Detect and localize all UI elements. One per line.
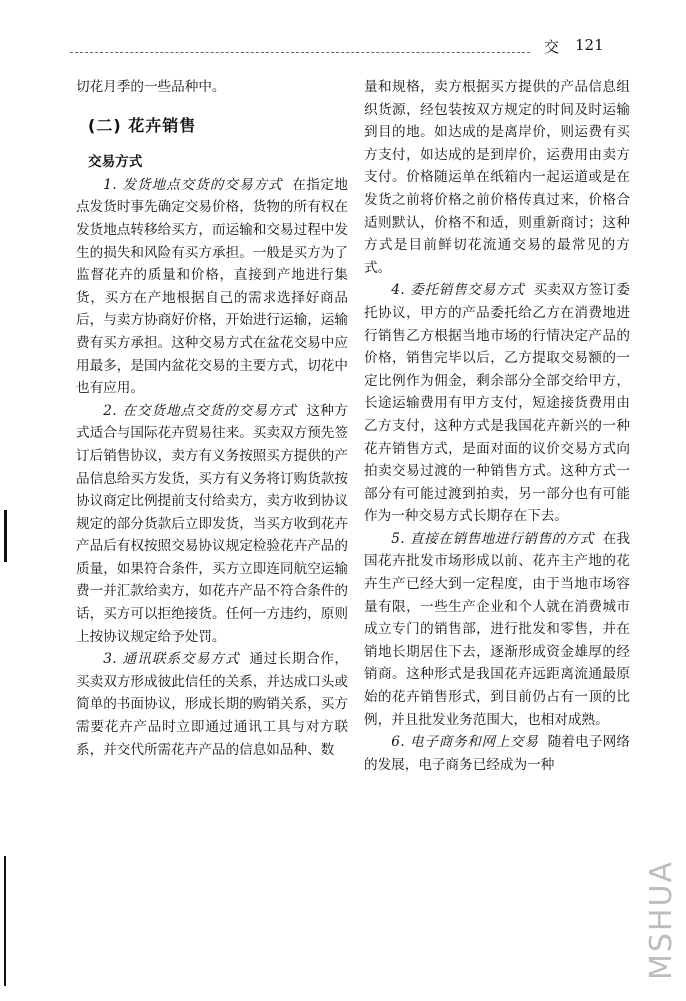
- running-header: [0, 26, 686, 58]
- paragraph: [76, 174, 348, 400]
- paragraph: [76, 648, 348, 761]
- paragraph: [76, 400, 348, 649]
- scan-artifact: [4, 510, 7, 562]
- watermark: MSHUA: [644, 860, 679, 980]
- item-text: 通过长期合作，买卖双方形成彼此信任的关系，并达成口头或简单的书面协议，形成长期的购销关系，买方需要花卉产品时立即通过通讯工具与对方联系，并交代所需花卉产品的信息如品种、数: [76, 651, 348, 758]
- paragraph: [364, 279, 630, 528]
- paragraph: [364, 528, 630, 731]
- item-title: 5. 直接在销售地进行销售的方式: [391, 530, 594, 547]
- item-text: 在我国花卉批发市场形成以前、花卉主产地的花卉生产已经大到一定程度，由于当地市场容量有限，一些生产企业和个人就在消费城市成立专门的销售部，进行批发和零售，并在销地长期居住下去，逐渐形成资金雄厚的经销商。这种形式是我国花卉远距离流通最原始的花卉销售形式，到目前仍占有一顶的比例，并且批发业务范围大，也相对成熟。: [364, 530, 630, 728]
- item-title: 2. 在交货地点交货的交易方式: [103, 402, 297, 419]
- item-text: 买卖双方签订委托协议，甲方的产品委托给乙方在消费地进行销售乙方根据当地市场的行情决定产品的价格，销售完毕以后，乙方提取交易额的一定比例作为佣金，剩余部分全部交给甲方，长途运输费用有甲方支付，短途接货费用由乙方支付，这种方式是我国花卉新兴的一种花卉销售方式，是面对面的议价交易方式向拍卖交易过渡的一种销售方式。这种方式一部分有可能过渡到拍卖，另一部分也有可能作为一种交易方式长期存在下去。: [364, 282, 630, 525]
- section-heading: (二) 花卉销售: [88, 115, 197, 135]
- item-title: 3. 通讯联系交易方式: [103, 651, 240, 668]
- item-title: 1. 发货地点交货的交易方式: [103, 176, 283, 193]
- left-column: [76, 76, 348, 761]
- header-rule: [70, 52, 530, 53]
- continued-text: 量和规格，卖方根据买方提供的产品信息组织货源，经包装按双方规定的时间及时运输到目的地。如达成的是离岸价，则运费有买方支付，如达成的是到岸价，运费用由卖方支付。价格随运单在纸箱内一起运道或是在发货之前将价格之前价格传真过来，价格合适则默认，价格不和适，则重新商讨；这种方式是目前鲜切花流通交易的最常见的方式。: [364, 79, 630, 276]
- item-text: 随着电子网络的发展，电子商务已经成为一种: [364, 734, 630, 773]
- item-text: 这种方式适合与国际花卉贸易往来。买卖双方预先签订后销售协议，卖方有义务按照买方提供的产品信息给买方发货，买方有义务将订购货款按协议商定比例提前支付给卖方，卖方收到协议规定的部分货款后立即发货，当买方收到花卉产品后有权按照交易协议规定检验花卉产品的质量，如果符合条件，买方立即连同航空运输费一并汇款给卖方，如花卉产品不符合条件的话，买方可以拒绝接货。任何一方违约，原则上按协议规定给予处罚。: [76, 402, 349, 645]
- sub-heading: 交易方式: [88, 154, 143, 171]
- item-title: 6. 电子商务和网上交易: [391, 734, 539, 751]
- item-title: 4. 委托销售交易方式: [391, 282, 525, 299]
- right-column: [364, 76, 630, 776]
- paragraph: [364, 731, 630, 776]
- scan-artifact: [4, 856, 6, 986]
- header-word: 交: [544, 38, 560, 56]
- continued-text: 切花月季的一些品种中。: [76, 79, 226, 95]
- item-text: 在指定地点发货时事先确定交易价格，货物的所有权在发货地点转移给买方，而运输和交易过程中发生的损失和风险有买方承担。一般是买方为了监督花卉的质量和价格，直接到产地进行集货，买方在产地根据自己的需求选择好商品后，与卖方协商好价格，开始进行运输，运输费有买方承担。这种交易方式在盆花交易中应用最多，是国内盆花交易的主要方式，切花中也有应用。: [76, 176, 348, 397]
- page-number: 121: [575, 36, 604, 54]
